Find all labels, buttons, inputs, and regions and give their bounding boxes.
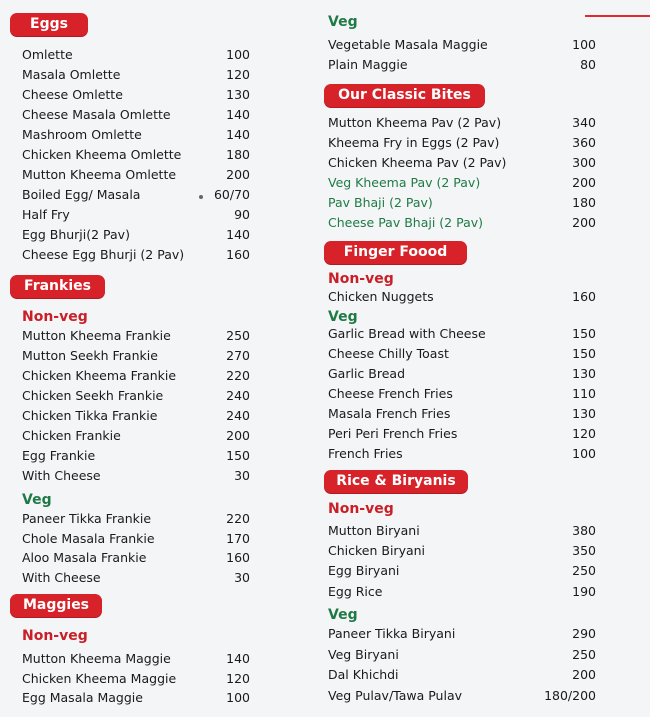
frankies-veg-item-name: Aloo Masala Frankie	[22, 550, 147, 566]
rice-nonveg-item-price: 350	[572, 543, 596, 559]
maggies-nonveg-item-price: 140	[226, 651, 250, 666]
frankies-nonveg-item-price: 150	[226, 448, 250, 463]
finger-veg-item-price: 150	[572, 346, 596, 361]
frankies-veg-item-price: 170	[226, 530, 250, 546]
maggies-nonveg-item-name: Mutton Kheema Maggie	[22, 651, 171, 666]
finger-veg-item-price: 100	[572, 446, 596, 461]
frankies-nonveg-item-name: With Cheese	[22, 468, 101, 483]
finger-veg-item-name: French Fries	[328, 446, 403, 461]
eggs-item-price: 120	[226, 67, 250, 82]
eggs-item-name: Boiled Egg/ Masala	[22, 187, 141, 202]
section-badge-maggies: Maggies	[10, 594, 102, 617]
classic-item-name: Mutton Kheema Pav (2 Pav)	[328, 115, 502, 130]
rice-veg-item-name: Veg Pulav/Tawa Pulav	[328, 687, 463, 703]
classic-item-price: 340	[572, 115, 596, 130]
frankies-veg-item-name: Paneer Tikka Frankie	[22, 511, 152, 526]
frankies-nonveg-item-price: 250	[226, 328, 250, 343]
eggs-item-name: Omlette	[22, 47, 73, 62]
rice-nonveg-label: Non-veg	[328, 501, 394, 517]
maggies-nonveg-item-name: Chicken Kheema Maggie	[22, 670, 177, 686]
frankies-nonveg-item-name: Mutton Kheema Frankie	[22, 328, 171, 343]
maggies-nonveg-item-price: 120	[226, 670, 250, 686]
frankies-nonveg-item-price: 240	[226, 408, 250, 423]
eggs-item-name: Mashroom Omlette	[22, 127, 142, 142]
frankies-veg-item-name: With Cheese	[22, 570, 101, 586]
frankies-veg-label: Veg	[22, 492, 52, 508]
frankies-nonveg-item-name: Mutton Seekh Frankie	[22, 348, 158, 363]
eggs-item-price: 160	[226, 247, 250, 262]
classic-item-price: 200	[572, 215, 596, 230]
eggs-item-name: Cheese Egg Bhurji (2 Pav)	[22, 247, 185, 262]
classic-item-name: Cheese Pav Bhaji (2 Pav)	[328, 215, 484, 230]
maggies-nonveg-item-name: Egg Masala Maggie	[22, 690, 143, 705]
rice-veg-item-name: Dal Khichdi	[328, 667, 399, 682]
section-badge-frankies: Frankies	[10, 275, 105, 298]
decorative-line	[585, 15, 650, 17]
rice-veg-item-name: Veg Biryani	[328, 646, 399, 662]
rice-nonveg-item-price: 250	[572, 563, 596, 579]
frankies-nonveg-item-price: 240	[226, 388, 250, 403]
rice-veg-item-name: Paneer Tikka Biryani	[328, 626, 456, 641]
eggs-item-price: 60/70	[213, 187, 250, 202]
frankies-nonveg-item-name: Chicken Seekh Frankie	[22, 388, 164, 403]
frankies-nonveg-item-name: Chicken Kheema Frankie	[22, 368, 177, 383]
finger-nonveg-item-price: 160	[572, 289, 596, 304]
frankies-veg-item-price: 160	[226, 550, 250, 566]
eggs-item-name: Cheese Omlette	[22, 87, 123, 102]
maggie-veg-item-name: Vegetable Masala Maggie	[328, 37, 488, 52]
frankies-veg-item-price: 30	[234, 570, 250, 586]
frankies-nonveg-item-name: Chicken Tikka Frankie	[22, 408, 158, 423]
frankies-veg-item-price: 220	[226, 511, 250, 526]
classic-item-name: Pav Bhaji (2 Pav)	[328, 195, 433, 210]
rice-nonveg-item-price: 190	[572, 583, 596, 599]
maggies-nonveg-item-price: 100	[226, 690, 250, 705]
finger-veg-item-name: Cheese Chilly Toast	[328, 346, 449, 361]
finger-veg-item-name: Garlic Bread with Cheese	[328, 326, 486, 341]
rice-veg-item-price: 250	[572, 646, 596, 662]
eggs-item-price: 140	[226, 227, 250, 242]
finger-veg-label: Veg	[328, 309, 358, 325]
rice-veg-label: Veg	[328, 607, 358, 623]
maggie-veg-item-name: Plain Maggie	[328, 57, 408, 72]
classic-item-price: 180	[572, 195, 596, 210]
section-badge-rice-biryanis: Rice & Biryanis	[324, 470, 468, 493]
eggs-item-name: Chicken Kheema Omlette	[22, 147, 182, 162]
rice-nonveg-item-price: 380	[572, 523, 596, 538]
classic-item-name: Chicken Kheema Pav (2 Pav)	[328, 155, 507, 170]
maggie-veg-item-price: 80	[580, 57, 596, 72]
finger-veg-item-price: 130	[572, 406, 596, 421]
eggs-item-price: 140	[226, 107, 250, 122]
finger-veg-item-price: 110	[572, 386, 596, 401]
frankies-nonveg-item-name: Chicken Frankie	[22, 428, 121, 443]
bullet-dot	[199, 195, 203, 199]
finger-veg-item-price: 130	[572, 366, 596, 381]
maggie-veg-label: Veg	[328, 14, 358, 30]
finger-nonveg-label: Non-veg	[328, 271, 394, 287]
frankies-nonveg-item-price: 270	[226, 348, 250, 363]
eggs-item-name: Cheese Masala Omlette	[22, 107, 171, 122]
classic-item-price: 300	[572, 155, 596, 170]
frankies-nonveg-label: Non-veg	[22, 309, 88, 325]
eggs-item-price: 200	[226, 167, 250, 182]
finger-veg-item-name: Cheese French Fries	[328, 386, 453, 401]
eggs-item-price: 140	[226, 127, 250, 142]
frankies-nonveg-item-price: 200	[226, 428, 250, 443]
rice-veg-item-price: 180/200	[544, 687, 596, 703]
eggs-item-price: 180	[226, 147, 250, 162]
rice-nonveg-item-name: Chicken Biryani	[328, 543, 426, 559]
finger-veg-item-price: 120	[572, 426, 596, 441]
eggs-item-price: 130	[226, 87, 250, 102]
eggs-item-name: Mutton Kheema Omlette	[22, 167, 177, 182]
eggs-item-price: 90	[234, 207, 250, 222]
frankies-nonveg-item-price: 220	[226, 368, 250, 383]
finger-veg-item-name: Garlic Bread	[328, 366, 406, 381]
eggs-item-price: 100	[226, 47, 250, 62]
rice-nonveg-item-name: Egg Biryani	[328, 563, 400, 579]
frankies-veg-item-name: Chole Masala Frankie	[22, 530, 155, 546]
classic-item-name: Kheema Fry in Eggs (2 Pav)	[328, 135, 500, 150]
rice-nonveg-item-name: Egg Rice	[328, 583, 383, 599]
classic-item-price: 200	[572, 175, 596, 190]
frankies-nonveg-item-price: 30	[234, 468, 250, 483]
rice-veg-item-price: 200	[572, 667, 596, 682]
frankies-nonveg-item-name: Egg Frankie	[22, 448, 96, 463]
eggs-item-name: Half Fry	[22, 207, 70, 222]
classic-item-price: 360	[572, 135, 596, 150]
finger-veg-item-name: Masala French Fries	[328, 406, 451, 421]
eggs-item-name: Egg Bhurji(2 Pav)	[22, 227, 130, 242]
finger-veg-item-name: Peri Peri French Fries	[328, 426, 458, 441]
finger-nonveg-item-name: Chicken Nuggets	[328, 289, 434, 304]
section-badge-finger-food: Finger Foood	[324, 241, 467, 264]
maggies-nonveg-label: Non-veg	[22, 628, 88, 644]
classic-item-name: Veg Kheema Pav (2 Pav)	[328, 175, 481, 190]
rice-nonveg-item-name: Mutton Biryani	[328, 523, 420, 538]
maggie-veg-item-price: 100	[572, 37, 596, 52]
rice-veg-item-price: 290	[572, 626, 596, 641]
section-badge-eggs: Eggs	[10, 13, 88, 36]
section-badge-classic-bites: Our Classic Bites	[324, 84, 485, 107]
eggs-item-name: Masala Omlette	[22, 67, 121, 82]
finger-veg-item-price: 150	[572, 326, 596, 341]
